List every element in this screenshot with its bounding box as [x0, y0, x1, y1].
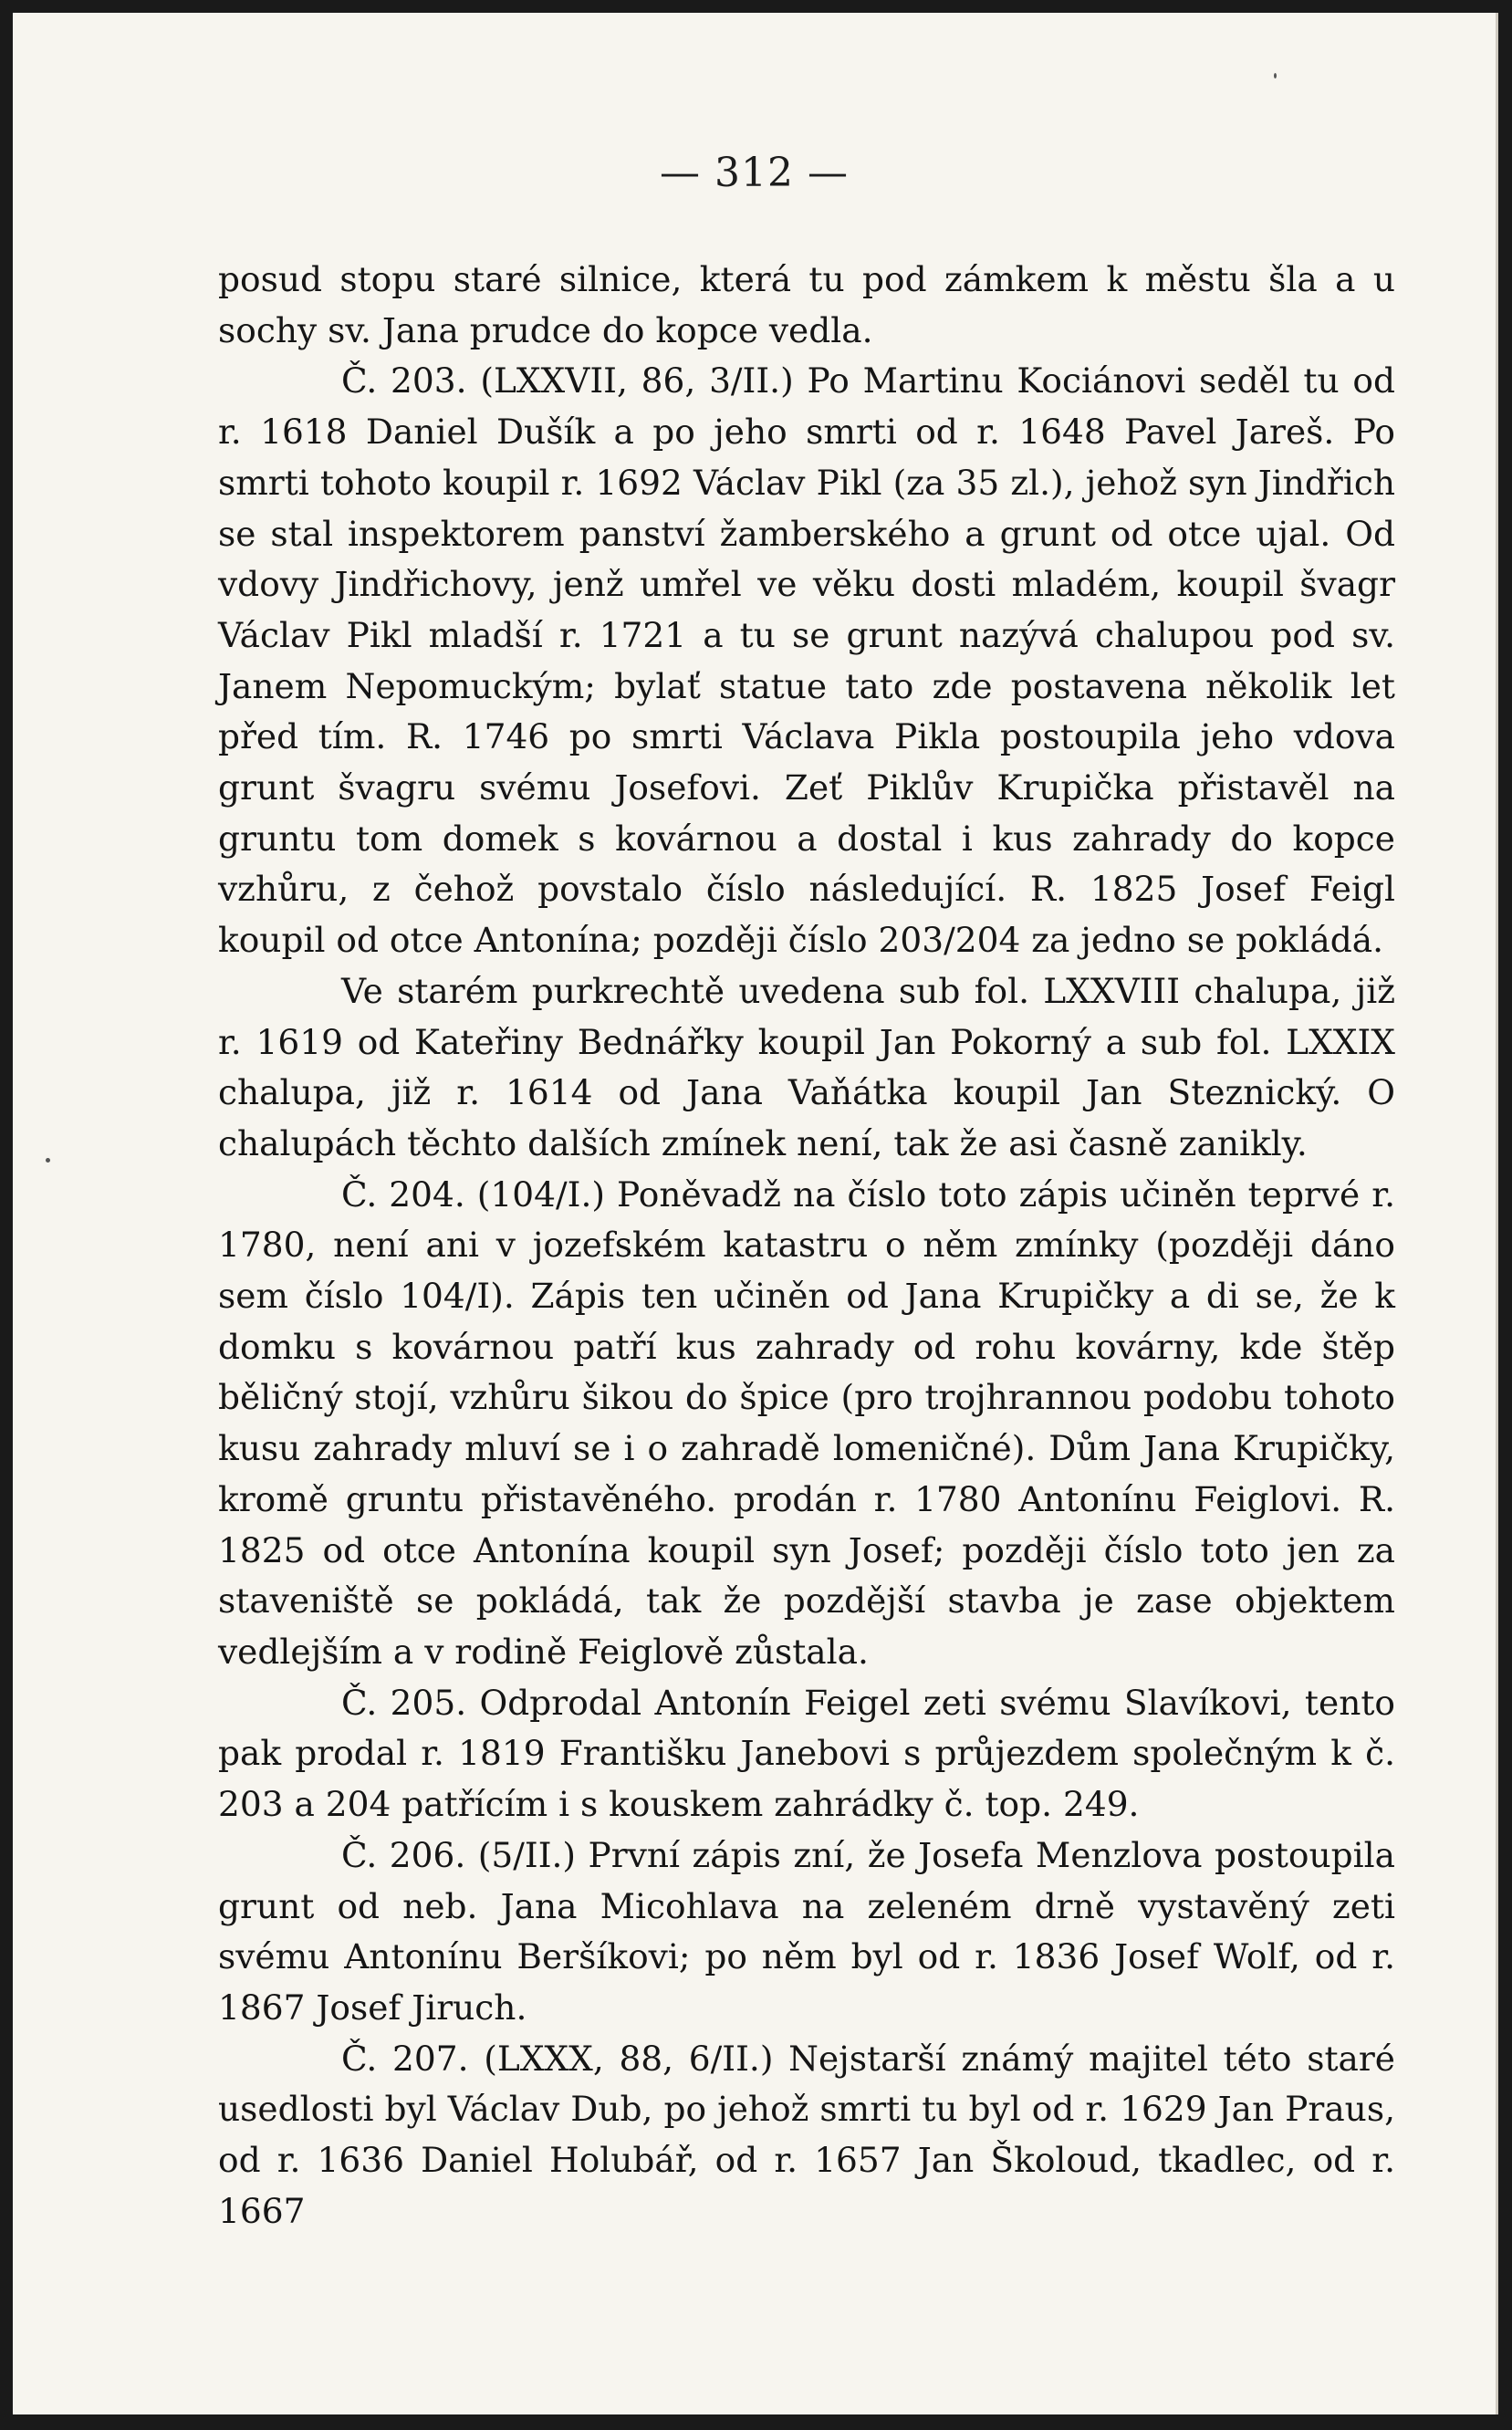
page-text — [218, 255, 1395, 2237]
paragraph-c207: Č. 207. (LXXX, 88, 6/II.) Nejstarší známý majitel této staré usedlosti byl Václav Dub, po jehož smrti tu byl od r. 1629 Jan Praus, od r. 1636 Daniel Holubář, od r. 1657 Jan Školoud, tkadlec, od r. 1667 — [218, 2038, 1395, 2231]
paragraph-c206: Č. 206. (5/II.) První zápis zní, že Josefa Menzlova postoupila grunt od neb. Jana Micohlava na zeleném drně vystavěný zeti svému Antonínu Beršíkovi; po něm byl od r. 1836 Josef Wolf, od r. 1867 Josef Jiruch. — [218, 1834, 1395, 2028]
scan-speck — [46, 1158, 50, 1163]
book-page — [13, 13, 1498, 2414]
paragraph-c205: Č. 205. Odprodal Antonín Feigel zeti svému Slavíkovi, tento pak prodal r. 1819 Františku Janebovi s průjezdem společným k č. 203 a 204 patřícím i s kouskem zahrádky č. top. 249. — [218, 1682, 1395, 1825]
paragraph-purkrecht: Ve starém purkrechtě uvedena sub fol. LXXVIII chalupa, již r. 1619 od Kateřiny Bednářky koupil Jan Pokorný a sub fol. LXXIX chalupa, již r. 1614 od Jana Vaňátka koupil Jan Steznický. O chalupách těchto dalších zmínek není, tak že asi časně zanikly. — [218, 970, 1395, 1163]
paragraph-continuation: posud stopu staré silnice, která tu pod zámkem k městu šla a u sochy sv. Jana prudce do kopce vedla. — [218, 259, 1395, 350]
paragraph-c203: Č. 203. (LXXVII, 86, 3/II.) Po Martinu Kociánovi seděl tu od r. 1618 Daniel Dušík a po jeho smrti od r. 1648 Pavel Jareš. Po smrti tohoto koupil r. 1692 Václav Pikl (za 35 zl.), jehož syn Jindřich se stal inspektorem panství žamberského a grunt od otce ujal. Od vdovy Jindřichovy, jenž umřel ve věku dosti mladém, koupil švagr Václav Pikl mladší r. 1721 a tu se grunt nazývá chalupou pod sv. Janem Nepomuckým; bylať statue tato zde postavena několik let před tím. R. 1746 po smrti Václava Pikla postoupila jeho vdova grunt švagru svému Josefovi. Zeť Piklův Krupička přistavěl na gruntu tom domek s kovárnou a dostal i kus zahrady do kopce vzhůru, z čehož povstalo číslo následující. R. 1825 Josef Feigl koupil od otce Antonína; později číslo 203/204 za jedno se pokládá. — [218, 360, 1395, 961]
paragraph-c204: Č. 204. (104/I.) Poněvadž na číslo toto zápis učiněn teprvé r. 1780, není ani v jozefském katastru o něm zmínky (později dáno sem číslo 104/I). Zápis ten učiněn od Jana Krupičky a di se, že k domku s kovárnou patří kus zahrady od rohu kovárny, kde štěp běličný stojí, vzhůru šikou do špice (pro trojhrannou podobu tohoto kusu zahrady mluví se i o zahradě lomeničné). Dům Jana Krupičky, kromě gruntu přistavěného. prodán r. 1780 Antonínu Feiglovi. R. 1825 od otce Antonína koupil syn Josef; později číslo toto jen za staveniště se pokládá, tak že pozdější stavba je zase objektem vedlejším a v rodině Feiglově zůstala. — [218, 1173, 1395, 1672]
page-number: — 312 — — [660, 150, 849, 196]
scan-speck — [1274, 73, 1277, 78]
